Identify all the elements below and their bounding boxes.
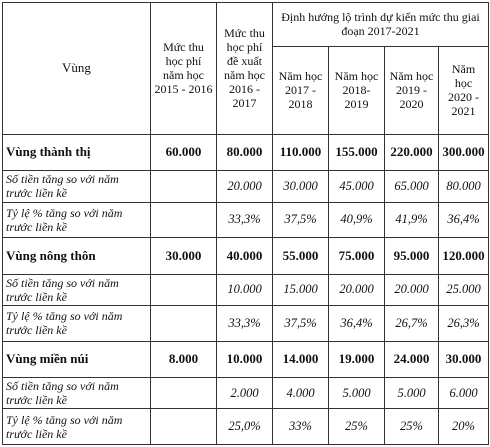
table-row <box>3 378 489 409</box>
row-label: Tỷ lệ % tăng so với năm trước liền kề <box>3 409 151 445</box>
table-row <box>3 202 489 238</box>
table-cell: 30.000 <box>273 171 329 202</box>
table-cell: 15.000 <box>273 274 329 305</box>
table-cell: 80.000 <box>217 134 273 171</box>
table-cell: 220.000 <box>385 134 439 171</box>
table-cell: 40,9% <box>329 202 385 238</box>
table-cell: 26,7% <box>385 305 439 341</box>
header-year-2018-2019: Năm học 2018- 2019 <box>329 46 385 134</box>
table-cell: 75.000 <box>329 238 385 275</box>
table-cell: 36,4% <box>329 305 385 341</box>
table-cell <box>151 202 217 238</box>
row-label: Số tiền tăng so với năm trước liền kề <box>3 274 151 305</box>
table-cell: 6.000 <box>439 378 489 409</box>
header-row-1 <box>3 3 489 47</box>
table-cell: 24.000 <box>385 341 439 378</box>
table-cell: 45.000 <box>329 171 385 202</box>
table-cell: 25.000 <box>439 274 489 305</box>
table-row <box>3 134 489 171</box>
table-cell: 5.000 <box>329 378 385 409</box>
row-label: Vùng miền núi <box>3 341 151 378</box>
table-cell: 37,5% <box>273 202 329 238</box>
table-cell: 33,3% <box>217 202 273 238</box>
table-cell: 25% <box>329 409 385 445</box>
table-row <box>3 274 489 305</box>
table-cell: 8.000 <box>151 341 217 378</box>
header-year-2020-2021: Năm học 2020 - 2021 <box>439 46 489 134</box>
table-cell: 60.000 <box>151 134 217 171</box>
table-cell: 10.000 <box>217 274 273 305</box>
table-row <box>3 409 489 445</box>
table-cell <box>151 274 217 305</box>
table-cell: 33,3% <box>217 305 273 341</box>
table-cell: 20.000 <box>329 274 385 305</box>
table-cell: 36,4% <box>439 202 489 238</box>
table-cell: 80.000 <box>439 171 489 202</box>
table-row <box>3 238 489 275</box>
table-row <box>3 341 489 378</box>
header-year-2019-2020: Năm học 2019 - 2020 <box>385 46 439 134</box>
header-fee-2015-2016: Mức thu học phí năm học 2015 - 2016 <box>151 3 217 135</box>
table-cell: 14.000 <box>273 341 329 378</box>
row-label: Vùng nông thôn <box>3 238 151 275</box>
table-cell: 120.000 <box>439 238 489 275</box>
table-cell <box>151 171 217 202</box>
table-cell: 2.000 <box>217 378 273 409</box>
table-cell <box>151 409 217 445</box>
header-year-2017-2018: Năm học 2017 - 2018 <box>273 46 329 134</box>
row-label: Tỷ lệ % tăng so với năm trước liền kề <box>3 202 151 238</box>
table-cell: 25,0% <box>217 409 273 445</box>
fee-table-container <box>2 2 488 445</box>
table-body <box>3 134 489 444</box>
table-cell: 110.000 <box>273 134 329 171</box>
table-cell: 26,3% <box>439 305 489 341</box>
table-cell: 300.000 <box>439 134 489 171</box>
table-row <box>3 171 489 202</box>
table-cell: 20.000 <box>217 171 273 202</box>
table-cell: 20% <box>439 409 489 445</box>
table-cell: 155.000 <box>329 134 385 171</box>
table-cell <box>151 305 217 341</box>
table-cell: 4.000 <box>273 378 329 409</box>
row-label: Số tiền tăng so với năm trước liền kề <box>3 171 151 202</box>
table-cell: 33% <box>273 409 329 445</box>
header-region: Vùng <box>3 3 151 135</box>
table-cell: 19.000 <box>329 341 385 378</box>
table-cell: 20.000 <box>385 274 439 305</box>
table-cell: 41,9% <box>385 202 439 238</box>
table-cell: 30.000 <box>151 238 217 275</box>
header-fee-proposed-2016-2017: Mức thu học phí đề xuất năm học 2016 - 2017 <box>217 3 273 135</box>
table-cell: 25% <box>385 409 439 445</box>
table-cell: 30.000 <box>439 341 489 378</box>
table-cell: 37,5% <box>273 305 329 341</box>
tuition-fee-table <box>2 2 489 445</box>
table-cell: 5.000 <box>385 378 439 409</box>
table-cell: 40.000 <box>217 238 273 275</box>
table-cell: 95.000 <box>385 238 439 275</box>
table-row <box>3 305 489 341</box>
row-label: Vùng thành thị <box>3 134 151 171</box>
table-cell: 10.000 <box>217 341 273 378</box>
header-roadmap-title: Định hướng lộ trình dự kiến mức thu giai đoạn 2017-2021 <box>273 3 489 47</box>
table-cell: 55.000 <box>273 238 329 275</box>
table-cell: 65.000 <box>385 171 439 202</box>
row-label: Tỷ lệ % tăng so với năm trước liền kề <box>3 305 151 341</box>
table-cell <box>151 378 217 409</box>
row-label: Số tiền tăng so với năm trước liền kề <box>3 378 151 409</box>
